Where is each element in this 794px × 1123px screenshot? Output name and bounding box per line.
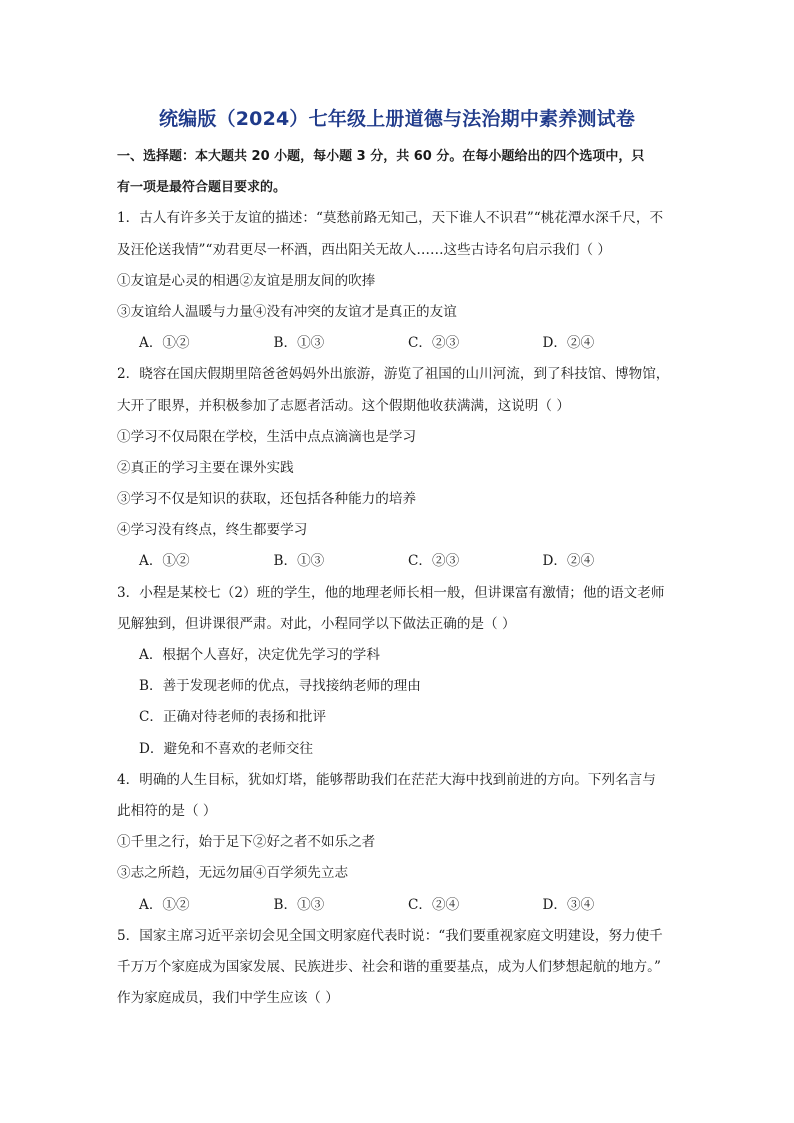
q2-statement-4: ④学习没有终点，终生都要学习 bbox=[117, 522, 308, 539]
q2-option-a: A．①② bbox=[139, 553, 190, 570]
q2-statement-2: ②真正的学习主要在课外实践 bbox=[117, 459, 294, 476]
q1-stem-line1: 1．古人有许多关于友谊的描述：“莫愁前路无知己，天下谁人不识君”“桃花潭水深千尺，不 bbox=[117, 210, 664, 227]
q4-options bbox=[117, 890, 677, 921]
q4-stem-line1: 4．明确的人生目标，犹如灯塔，能够帮助我们在茫茫大海中找到前进的方向。下列名言与 bbox=[117, 771, 656, 788]
q1-option-a: A．①② bbox=[139, 335, 190, 352]
q3-stem-line2: 见解独到，但讲课很严肃。对此，小程同学以下做法正确的是（ ） bbox=[117, 615, 516, 632]
q3-stem-line1: 3．小程是某校七（2）班的学生，他的地理老师长相一般，但讲课富有激情；他的语文老师 bbox=[117, 584, 665, 601]
q2-option-d: D．②④ bbox=[542, 553, 595, 570]
q3-option-b: B．善于发现老师的优点，寻找接纳老师的理由 bbox=[139, 678, 421, 695]
q1-option-d: D．②④ bbox=[542, 335, 595, 352]
page-title: 统编版（2024）七年级上册道德与法治期中素养测试卷 bbox=[158, 108, 636, 130]
q3-option-c: C．正确对待老师的表扬和批评 bbox=[139, 709, 327, 726]
q4-option-c: C．②④ bbox=[408, 896, 460, 913]
q4-stem-line2: 此相符的是（ ） bbox=[117, 802, 217, 819]
q1-option-b: B．①③ bbox=[273, 335, 325, 352]
question-content bbox=[117, 141, 677, 1014]
q2-statement-1: ①学习不仅局限在学校，生活中点点滴滴也是学习 bbox=[117, 428, 417, 445]
q3-option-a: A．根据个人喜好，决定优先学习的学科 bbox=[139, 647, 380, 663]
q4-statement-1: ①千里之行，始于足下②好之者不如乐之者 bbox=[117, 834, 376, 851]
q4-option-d: D．③④ bbox=[542, 896, 595, 913]
q1-options bbox=[117, 328, 677, 359]
q4-option-a: A．①② bbox=[139, 896, 190, 913]
section-instruction-line1: 一、选择题：本大题共 20 小题，每小题 3 分，共 60 分。在每小题给出的四个选项中，只 bbox=[117, 149, 645, 164]
q1-option-c: C．②③ bbox=[408, 335, 460, 352]
q5-stem-line3: 作为家庭成员，我们中学生应该（ ） bbox=[117, 990, 339, 1007]
q2-stem-line2: 大开了眼界，并积极参加了志愿者活动。这个假期他收获满满，这说明（ ） bbox=[117, 397, 570, 414]
q4-statement-2: ③志之所趋，无远勿届④百学须先立志 bbox=[117, 865, 349, 882]
section-instruction-line2: 有一项是最符合题目要求的。 bbox=[117, 180, 287, 196]
q5-stem-line1: 5．国家主席习近平亲切会见全国文明家庭代表时说：“我们要重视家庭文明建设，努力使千 bbox=[117, 927, 663, 944]
q2-option-b: B．①③ bbox=[273, 553, 325, 570]
q2-options bbox=[117, 546, 677, 577]
q1-statement-1: ①友谊是心灵的相遇②友谊是朋友间的吹捧 bbox=[117, 272, 376, 289]
q3-option-d: D．避免和不喜欢的老师交往 bbox=[139, 740, 314, 757]
q2-stem-line1: 2．晓容在国庆假期里陪爸爸妈妈外出旅游，游览了祖国的山川河流，到了科技馆、博物馆， bbox=[117, 366, 670, 383]
q1-stem-line2: 及汪伦送我情”“劝君更尽一杯酒，西出阳关无故人……这些古诗名句启示我们（ ） bbox=[117, 241, 611, 258]
q2-option-c: C．②③ bbox=[408, 553, 460, 570]
q1-statement-2: ③友谊给人温暖与力量④没有冲突的友谊才是真正的友谊 bbox=[117, 303, 457, 320]
q4-option-b: B．①③ bbox=[273, 896, 325, 913]
q2-statement-3: ③学习不仅是知识的获取，还包括各种能力的培养 bbox=[117, 491, 417, 508]
q5-stem-line2: 千万万个家庭成为国家发展、民族进步、社会和谐的重要基点，成为人们梦想起航的地方。” bbox=[117, 958, 661, 975]
